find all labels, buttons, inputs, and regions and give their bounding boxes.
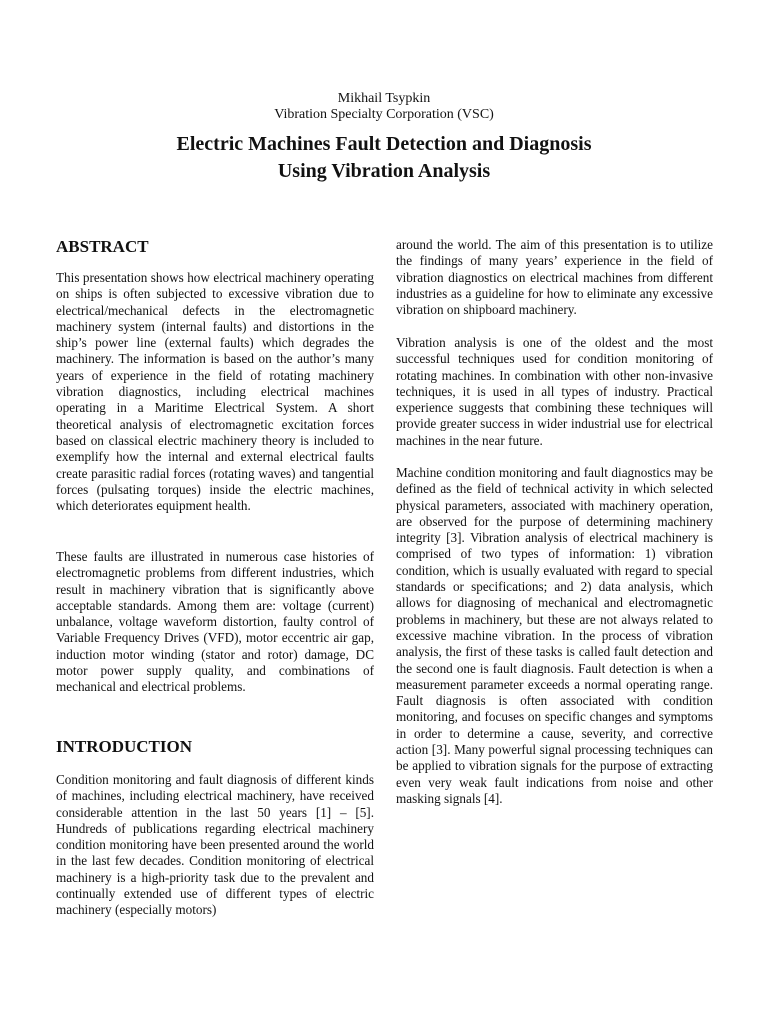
abstract-paragraph-1: This presentation shows how electrical machinery operating on ships is often subjected to excessive vibration due to electrical/mechanical defects in the electromagnetic machinery system (internal faults) and distortions in the ship’s power line (external faults) which degrades the machinery. The information is based on the author’s many years of experience in the field of rotating machinery vibration diagnostics, including electrical machines operating in a Maritime Electrical System. A short theoretical analysis of electromagnetic excitation forces based on classical electric machinery theory is included to exemplify how the internal and external electrical faults create parasitic radial forces (rotating waves) and tangential forces (pulsating torques) inside the electric machines, which deteriorates equipment health. [56,270,374,514]
paper-title-line-1: Electric Machines Fault Detection and Diagnosis [176,133,592,155]
right-column-paragraph-3: Machine condition monitoring and fault diagnostics may be defined as the field of technical activity in which selected physical parameters, associated with machinery operation, are observed for the purpose of determining machinery integrity [3]. Vibration analysis of electrical machinery is comprised of two types of information: 1) vibration condition, which is usually evaluated with regard to special standards or specifications; and 2) data analysis, which allows for diagnosing of mechanical and electromagnetic problems in machinery, but these are not always related to excessive machine vibration. In the process of vibration analysis, the first of these tasks is called fault detection and the second one is fault diagnosis. Fault detection is when a measurement parameter exceeds a normal operating range. Fault diagnosis is often associated with condition monitoring, and focuses on specific changes and symptoms in order to determine a cause, severity, and corrective action [3]. Many powerful signal processing techniques can be applied to vibration signals for the purpose of extracting even very weak fault indications from noise and other masking signals [4]. [396,465,713,806]
abstract-heading: ABSTRACT [56,237,149,256]
introduction-paragraph-1: Condition monitoring and fault diagnosis of different kinds of machines, including electrical machinery, have received considerable attention in the last 50 years [1] – [5]. Hundreds of publications regarding electrical machinery condition monitoring have been presented around the world in the last few decades. Condition monitoring of electrical machinery is a high-priority task due to the prevalent and continually extended use of different types of electric machinery (especially motors) [56,772,374,918]
author-name: Mikhail Tsypkin [337,91,431,106]
right-column-paragraph-1: around the world. The aim of this presentation is to utilize the findings of many years’ experience in the field of vibration diagnostics on electrical machines from different industries as a guideline for how to eliminate any excessive vibration on shipboard machinery. [396,237,713,318]
introduction-heading: INTRODUCTION [56,737,193,756]
right-column-paragraph-2: Vibration analysis is one of the oldest and the most successful techniques used for condition monitoring of rotating machines. In combination with other non-invasive techniques, it is used in all types of industry. Practical experience suggests that combining these techniques will provide greater success in wider industrial use for electrical machines in the near future. [396,335,713,448]
abstract-paragraph-2: These faults are illustrated in numerous case histories of electromagnetic problems from different industries, which result in machinery vibration that is significantly above acceptable standards. Among them are: voltage (current) unbalance, voltage waveform distortion, faulty control of Variable Frequency Drives (VFD), motor eccentric air gap, induction motor winding (stator and rotor) damage, DC motor power supply quality, and combinations of mechanical and electrical problems. [56,549,374,695]
author-affiliation: Vibration Specialty Corporation (VSC) [274,107,494,122]
paper-title-line-2: Using Vibration Analysis [277,160,491,182]
